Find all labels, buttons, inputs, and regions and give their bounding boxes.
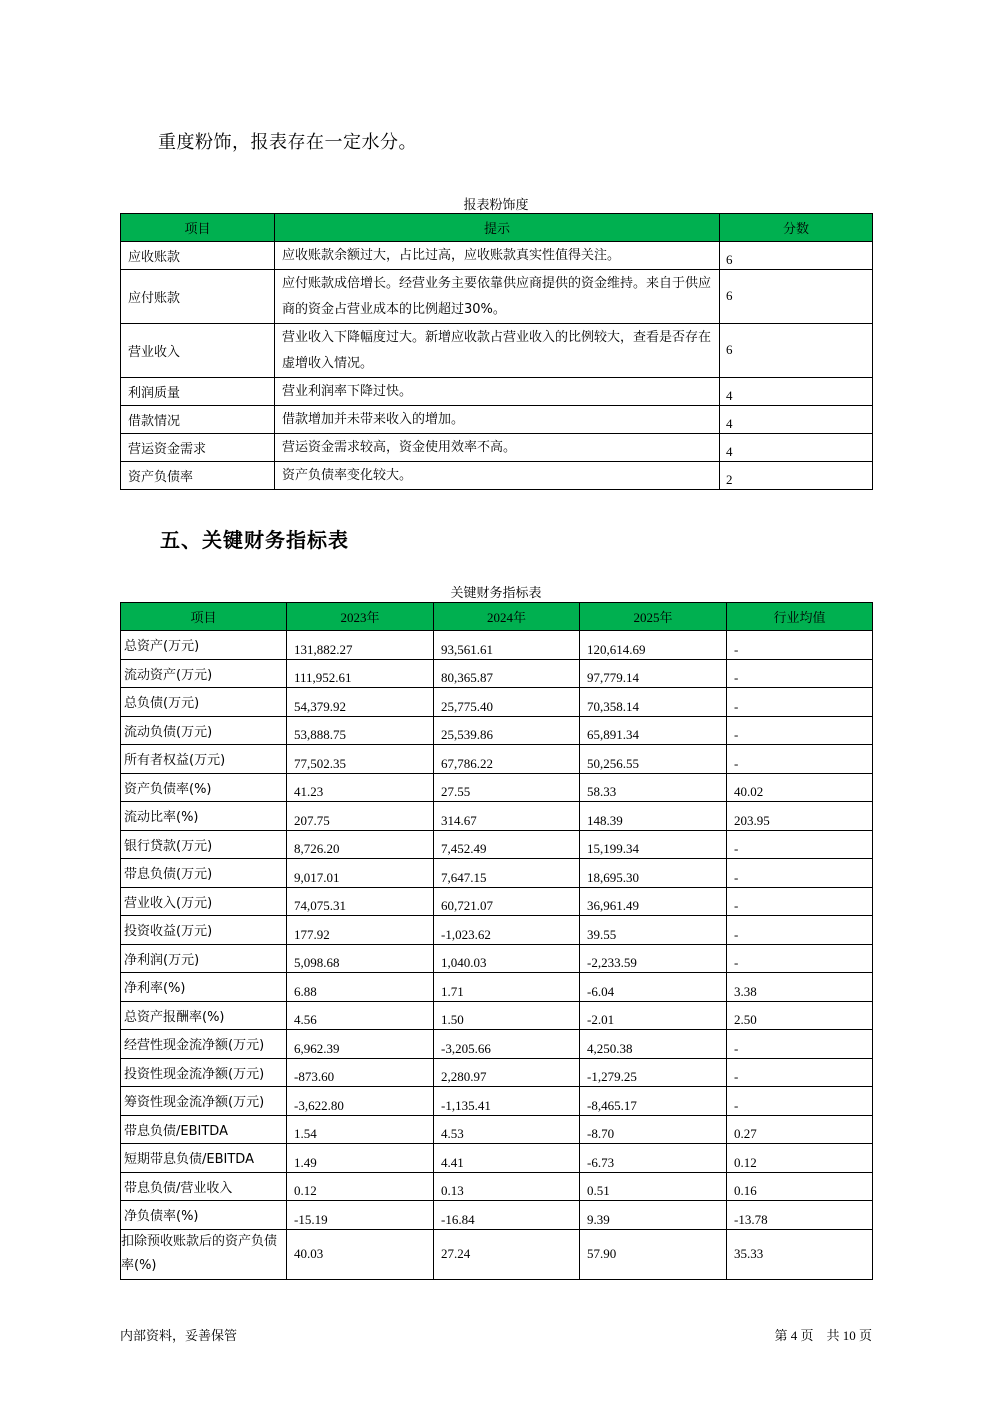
row-value: 57.90	[580, 1229, 727, 1279]
table-row	[121, 688, 873, 717]
row-score: 4	[720, 378, 873, 406]
row-item: 应收账款	[121, 242, 275, 270]
row-value: 5,098.68	[287, 944, 434, 973]
row-value: -6.04	[580, 973, 727, 1002]
row-value: 4,250.38	[580, 1030, 727, 1059]
row-value: 120,614.69	[580, 631, 727, 660]
row-value: 74,075.31	[287, 887, 434, 916]
row-tip: 营业利润率下降过快。	[275, 378, 720, 406]
row-value: 4.53	[434, 1115, 580, 1144]
row-value: 8,726.20	[287, 830, 434, 859]
table-row	[121, 859, 873, 888]
row-value: 80,365.87	[434, 659, 580, 688]
row-value: 27.24	[434, 1229, 580, 1279]
row-value: 7,647.15	[434, 859, 580, 888]
row-value: 93,561.61	[434, 631, 580, 660]
table-row	[121, 1001, 873, 1030]
row-item: 营业收入	[121, 324, 275, 378]
row-value: -13.78	[727, 1201, 873, 1230]
row-value: -2.01	[580, 1001, 727, 1030]
row-tip: 借款增加并未带来收入的增加。	[275, 406, 720, 434]
row-value: 0.51	[580, 1172, 727, 1201]
header-year-2024: 2024年	[434, 603, 580, 631]
table-row	[121, 1201, 873, 1230]
row-value: -1,135.41	[434, 1087, 580, 1116]
row-value: 4.41	[434, 1144, 580, 1173]
row-value: 65,891.34	[580, 716, 727, 745]
row-value: -1,279.25	[580, 1058, 727, 1087]
row-value: -	[727, 631, 873, 660]
row-value: -15.19	[287, 1201, 434, 1230]
row-tip: 应付账款成倍增长。经营业务主要依靠供应商提供的资金维持。来自于供应商的资金占营业成本的比例超过30%。	[275, 270, 720, 324]
row-item: 应付账款	[121, 270, 275, 324]
table-row	[121, 1229, 873, 1279]
row-value: 6,962.39	[287, 1030, 434, 1059]
row-item: 短期带息负债/EBITDA	[121, 1144, 287, 1173]
table-row	[121, 631, 873, 660]
table-row	[121, 659, 873, 688]
row-value: 1.54	[287, 1115, 434, 1144]
row-value: 177.92	[287, 916, 434, 945]
row-value: -	[727, 830, 873, 859]
row-score: 4	[720, 406, 873, 434]
row-score: 4	[720, 434, 873, 462]
row-item: 净负债率(%)	[121, 1201, 287, 1230]
row-item: 筹资性现金流净额(万元)	[121, 1087, 287, 1116]
row-item: 流动比率(%)	[121, 802, 287, 831]
row-value: 0.13	[434, 1172, 580, 1201]
row-value: 314.67	[434, 802, 580, 831]
row-value: 54,379.92	[287, 688, 434, 717]
row-value: 25,775.40	[434, 688, 580, 717]
row-item: 营运资金需求	[121, 434, 275, 462]
table-row	[121, 324, 873, 378]
row-value: 111,952.61	[287, 659, 434, 688]
row-value: 7,452.49	[434, 830, 580, 859]
row-value: -873.60	[287, 1058, 434, 1087]
row-score: 6	[720, 270, 873, 324]
row-item: 流动资产(万元)	[121, 659, 287, 688]
footer-page-number: 第 4 页 共 10 页	[774, 1328, 872, 1343]
row-value: 1.71	[434, 973, 580, 1002]
row-value: 41.23	[287, 773, 434, 802]
row-value: 77,502.35	[287, 745, 434, 774]
row-value: -	[727, 659, 873, 688]
row-value: 9.39	[580, 1201, 727, 1230]
table1-caption: 报表粉饰度	[463, 198, 529, 213]
header-year-2025: 2025年	[580, 603, 727, 631]
row-value: -	[727, 716, 873, 745]
row-value: -	[727, 1058, 873, 1087]
row-value: 60,721.07	[434, 887, 580, 916]
row-item: 总负债(万元)	[121, 688, 287, 717]
table-row	[121, 1144, 873, 1173]
row-value: 131,882.27	[287, 631, 434, 660]
table-row	[121, 242, 873, 270]
row-value: 27.55	[434, 773, 580, 802]
row-value: 15,199.34	[580, 830, 727, 859]
section-heading: 五、关键财务指标表	[160, 528, 349, 552]
table-row	[121, 1115, 873, 1144]
table-row	[121, 462, 873, 490]
row-score: 6	[720, 324, 873, 378]
table-row	[121, 716, 873, 745]
row-value: -2,233.59	[580, 944, 727, 973]
row-item: 银行贷款(万元)	[121, 830, 287, 859]
row-item: 净利润(万元)	[121, 944, 287, 973]
row-value: 0.12	[727, 1144, 873, 1173]
table-row	[121, 973, 873, 1002]
row-value: -	[727, 944, 873, 973]
whitewash-table	[120, 213, 873, 490]
row-tip: 资产负债率变化较大。	[275, 462, 720, 490]
key-financial-indicators-table	[120, 602, 873, 1280]
table-row	[121, 944, 873, 973]
row-value: 70,358.14	[580, 688, 727, 717]
row-value: 207.75	[287, 802, 434, 831]
row-value: 97,779.14	[580, 659, 727, 688]
table-row	[121, 745, 873, 774]
row-value: 2.50	[727, 1001, 873, 1030]
row-value: 4.56	[287, 1001, 434, 1030]
row-value: 203.95	[727, 802, 873, 831]
row-value: 3.38	[727, 973, 873, 1002]
row-value: -	[727, 1030, 873, 1059]
row-value: 0.16	[727, 1172, 873, 1201]
table-row	[121, 406, 873, 434]
row-value: 40.02	[727, 773, 873, 802]
row-item: 总资产报酬率(%)	[121, 1001, 287, 1030]
row-value: 1.49	[287, 1144, 434, 1173]
header-item: 项目	[121, 603, 287, 631]
row-value: 39.55	[580, 916, 727, 945]
row-value: -	[727, 859, 873, 888]
table-row	[121, 802, 873, 831]
row-item: 利润质量	[121, 378, 275, 406]
row-value: -16.84	[434, 1201, 580, 1230]
row-value: 2,280.97	[434, 1058, 580, 1087]
row-value: -3,622.80	[287, 1087, 434, 1116]
header-tip: 提示	[275, 214, 720, 242]
table-header-row	[121, 603, 873, 631]
row-value: 25,539.86	[434, 716, 580, 745]
table-row	[121, 830, 873, 859]
intro-text: 重度粉饰，报表存在一定水分。	[158, 132, 417, 153]
row-item: 营业收入(万元)	[121, 887, 287, 916]
row-tip: 营业收入下降幅度过大。新增应收款占营业收入的比例较大，查看是否存在虚增收入情况。	[275, 324, 720, 378]
row-value: -	[727, 887, 873, 916]
row-value: -1,023.62	[434, 916, 580, 945]
row-value: -	[727, 1087, 873, 1116]
table-row	[121, 887, 873, 916]
footer-confidential-note: 内部资料，妥善保管	[120, 1329, 238, 1344]
header-industry-average: 行业均值	[727, 603, 873, 631]
table-header-row	[121, 214, 873, 242]
row-tip: 应收账款余额过大，占比过高，应收账款真实性值得关注。	[275, 242, 720, 270]
row-value: 0.12	[287, 1172, 434, 1201]
row-value: -	[727, 688, 873, 717]
row-item: 流动负债(万元)	[121, 716, 287, 745]
header-item: 项目	[121, 214, 275, 242]
row-item: 投资性现金流净额(万元)	[121, 1058, 287, 1087]
row-value: 53,888.75	[287, 716, 434, 745]
row-value: -	[727, 916, 873, 945]
table-row	[121, 1172, 873, 1201]
table-row	[121, 773, 873, 802]
row-value: 67,786.22	[434, 745, 580, 774]
row-value: 36,961.49	[580, 887, 727, 916]
row-value: -6.73	[580, 1144, 727, 1173]
table-row	[121, 1030, 873, 1059]
row-value: 148.39	[580, 802, 727, 831]
row-item: 带息负债/EBITDA	[121, 1115, 287, 1144]
row-value: 50,256.55	[580, 745, 727, 774]
row-value: 35.33	[727, 1229, 873, 1279]
row-value: 18,695.30	[580, 859, 727, 888]
row-score: 2	[720, 462, 873, 490]
row-item: 扣除预收账款后的资产负债率(%)	[121, 1229, 287, 1279]
table-row	[121, 916, 873, 945]
table-row	[121, 434, 873, 462]
row-item: 带息负债/营业收入	[121, 1172, 287, 1201]
row-item: 经营性现金流净额(万元)	[121, 1030, 287, 1059]
table2-caption: 关键财务指标表	[450, 586, 542, 601]
row-value: -8,465.17	[580, 1087, 727, 1116]
row-value: 58.33	[580, 773, 727, 802]
row-value: 0.27	[727, 1115, 873, 1144]
table-row	[121, 378, 873, 406]
row-value: 40.03	[287, 1229, 434, 1279]
row-value: 1,040.03	[434, 944, 580, 973]
table-row	[121, 1087, 873, 1116]
row-value: -8.70	[580, 1115, 727, 1144]
row-item: 所有者权益(万元)	[121, 745, 287, 774]
row-score: 6	[720, 242, 873, 270]
table-row	[121, 270, 873, 324]
row-item: 投资收益(万元)	[121, 916, 287, 945]
row-item: 资产负债率(%)	[121, 773, 287, 802]
row-value: 6.88	[287, 973, 434, 1002]
header-score: 分数	[720, 214, 873, 242]
row-item: 借款情况	[121, 406, 275, 434]
row-value: -3,205.66	[434, 1030, 580, 1059]
row-item: 净利率(%)	[121, 973, 287, 1002]
row-tip: 营运资金需求较高，资金使用效率不高。	[275, 434, 720, 462]
row-value: 1.50	[434, 1001, 580, 1030]
row-value: -	[727, 745, 873, 774]
table-row	[121, 1058, 873, 1087]
header-year-2023: 2023年	[287, 603, 434, 631]
row-item: 带息负债(万元)	[121, 859, 287, 888]
row-item: 资产负债率	[121, 462, 275, 490]
row-value: 9,017.01	[287, 859, 434, 888]
row-item: 总资产(万元)	[121, 631, 287, 660]
